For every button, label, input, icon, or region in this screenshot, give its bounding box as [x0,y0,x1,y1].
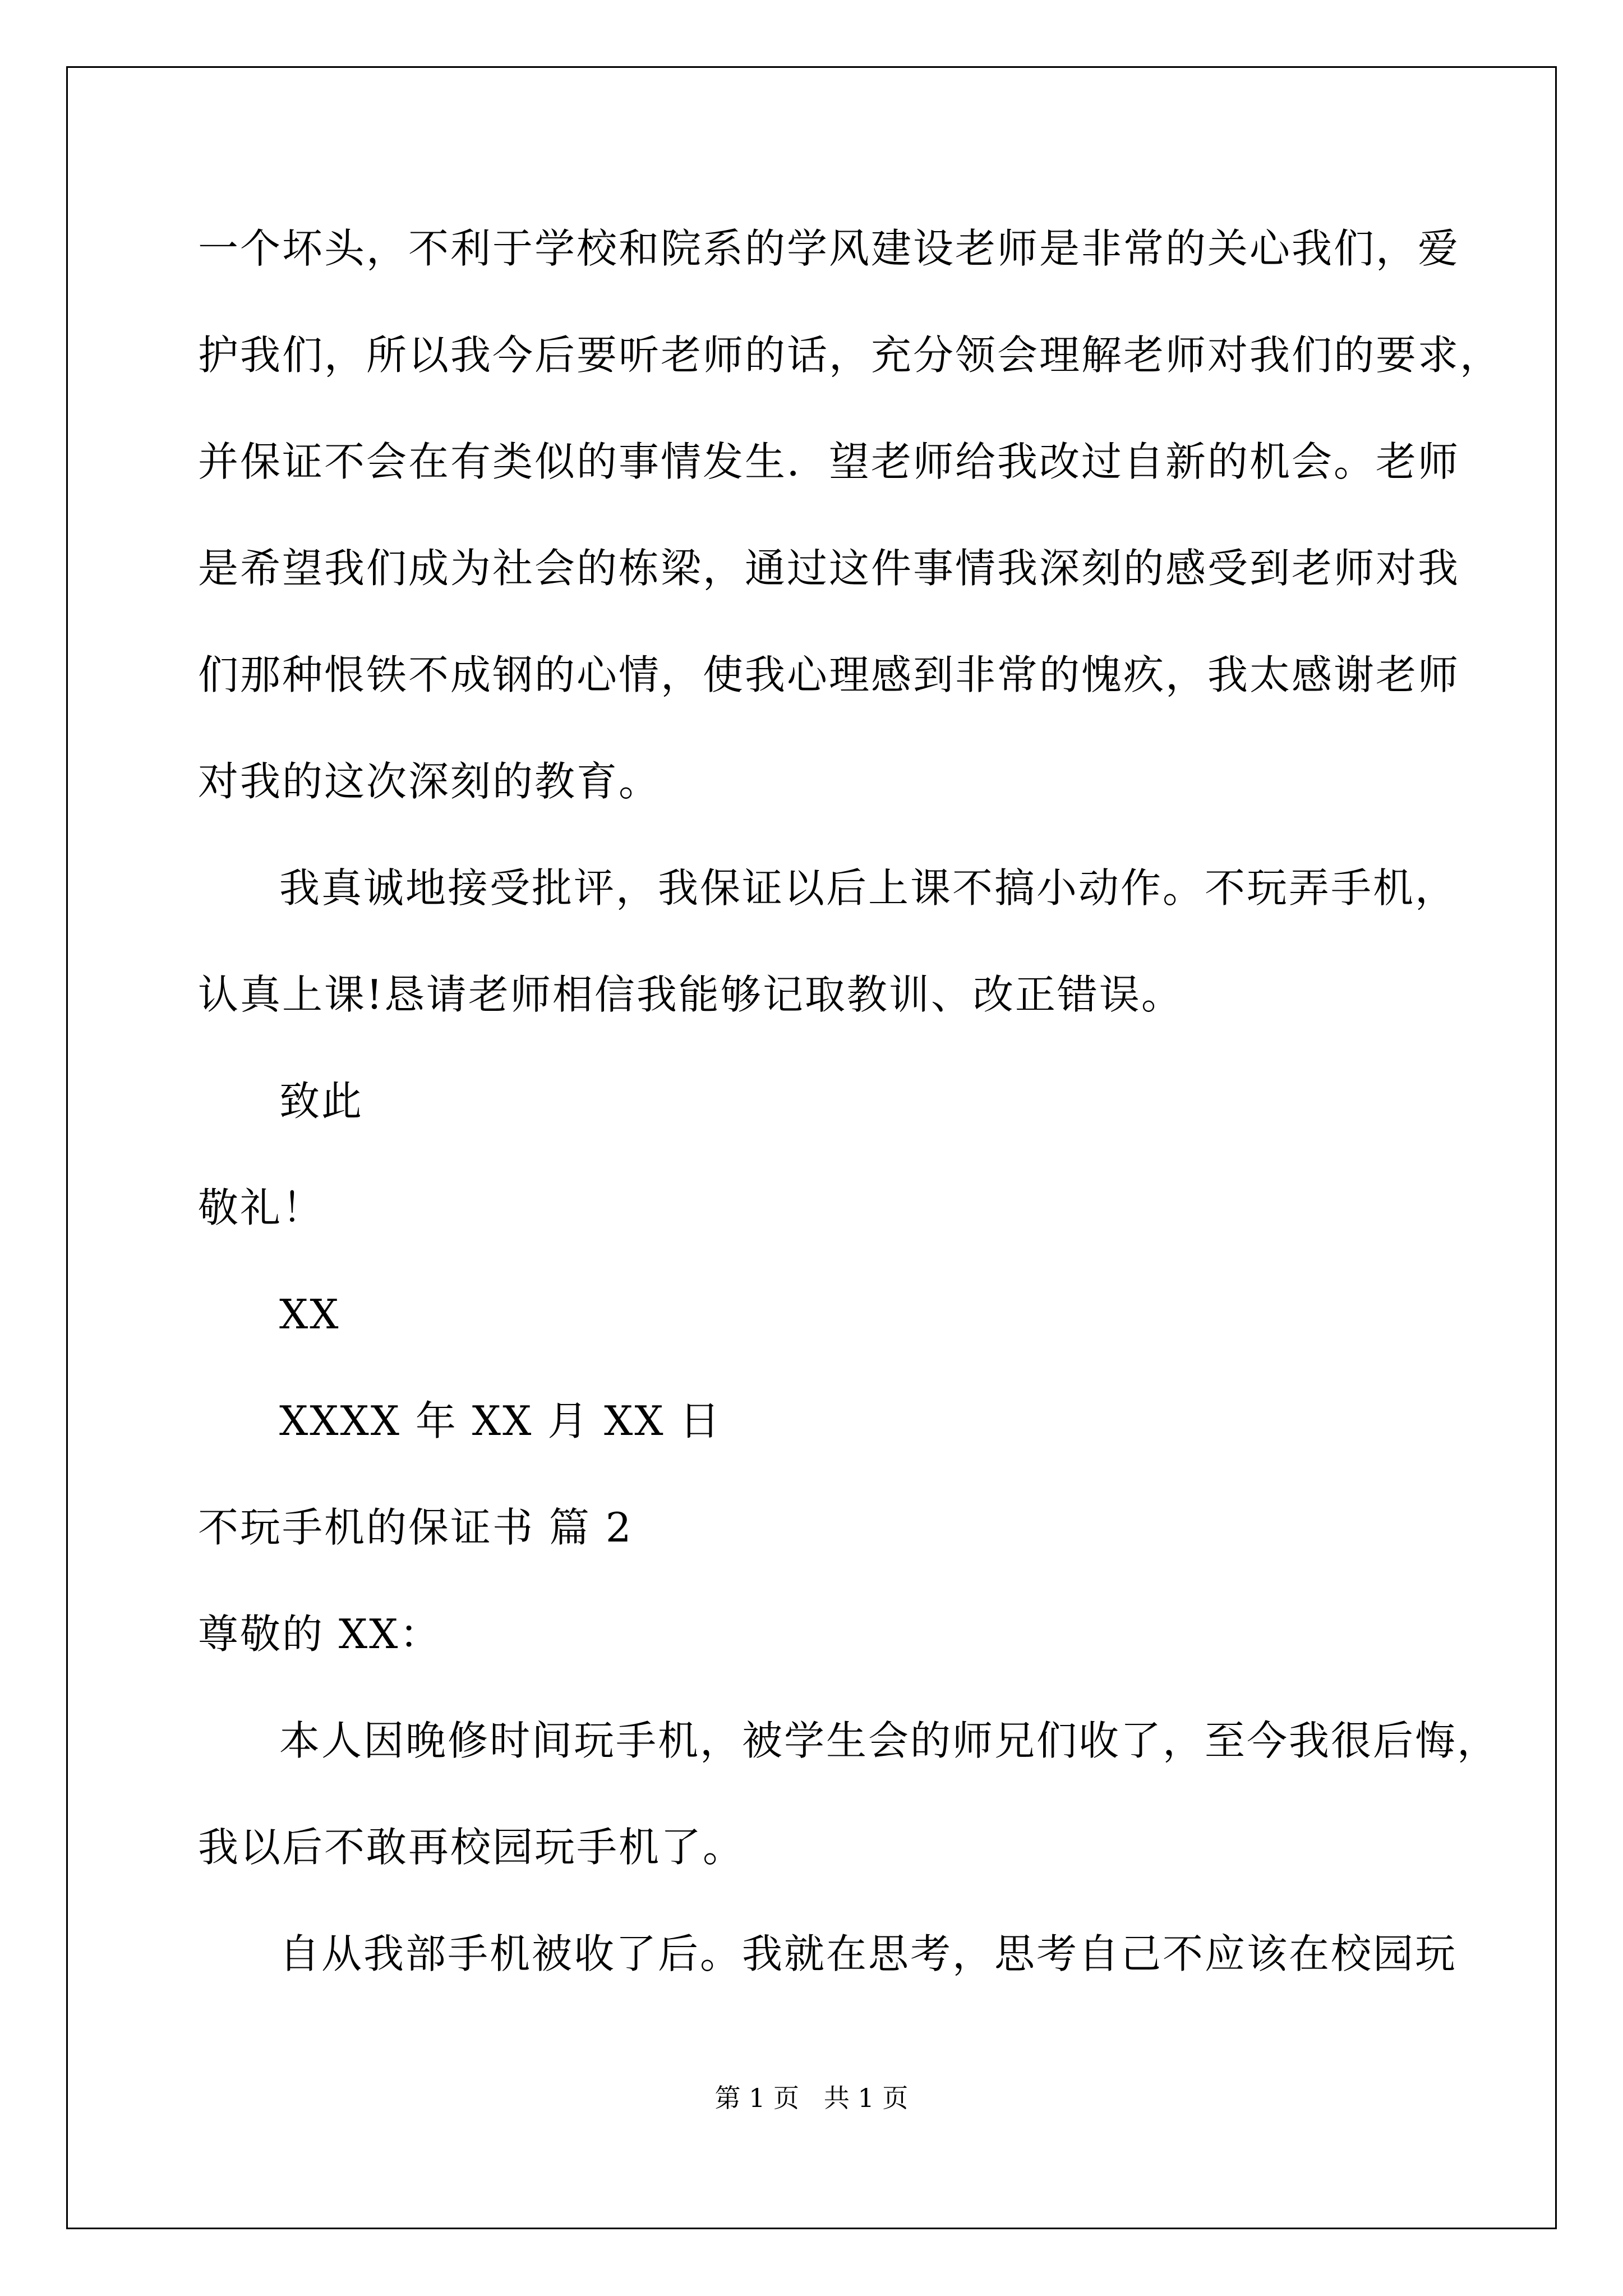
signature-name: XX [279,1291,340,1338]
salutation: 尊敬的 XX： [198,1611,442,1658]
body-line-6: 对我的这次深刻的教育。 [198,758,661,805]
signature-date: XXXX 年 XX 月 XX 日 [279,1397,722,1444]
closing-jingli: 敬礼！ [198,1184,325,1231]
section-title: 不玩手机的保证书 篇 2 [198,1504,633,1551]
body-line-1: 一个坏头，不利于学校和院系的学风建设老师是非常的关心我们，爱 [198,225,1460,272]
body-line-9: 本人因晚修时间玩手机，被学生会的师兄们收了，至今我很后悔， [279,1717,1500,1764]
closing-zhici: 致此 [279,1078,364,1125]
body-line-11: 自从我部手机被收了后。我就在思考，思考自己不应该在校园玩 [279,1930,1458,1977]
body-line-7: 我真诚地接受批评，我保证以后上课不搞小动作。不玩弄手机， [279,864,1458,912]
body-line-8: 认真上课!恳请老师相信我能够记取教训、改正错误。 [198,971,1183,1018]
body-line-2: 护我们，所以我今后要听老师的话，充分领会理解老师对我们的要求， [198,332,1502,379]
body-line-3: 并保证不会在有类似的事情发生．望老师给我改过自新的机会。老师 [198,438,1460,485]
page-border [66,66,1557,2229]
body-line-4: 是希望我们成为社会的栋梁，通过这件事情我深刻的感受到老师对我 [198,545,1460,592]
page-footer: 第 1 页 共 1 页 [714,2083,909,2113]
body-line-5: 们那种恨铁不成钢的心情，使我心理感到非常的愧疚，我太感谢老师 [198,651,1460,698]
body-line-10: 我以后不敢再校园玩手机了。 [198,1824,745,1871]
